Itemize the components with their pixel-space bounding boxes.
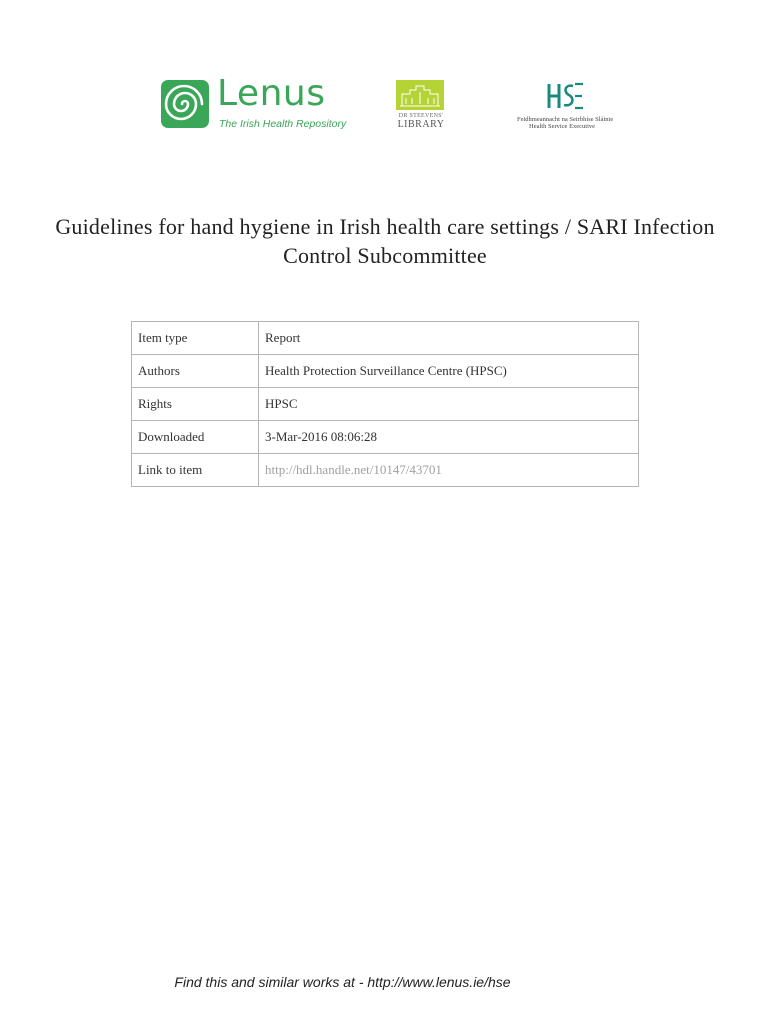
hse-monogram-icon	[545, 80, 585, 112]
metadata-value: 3-Mar-2016 08:06:28	[259, 421, 639, 454]
footer-text: Find this and similar works at - http://www.lenus.ie/hse	[174, 974, 511, 990]
table-row	[132, 322, 639, 355]
library-name-big: LIBRARY	[397, 119, 445, 130]
metadata-value: HPSC	[259, 388, 639, 421]
metadata-key: Rights	[132, 388, 259, 421]
metadata-key: Downloaded	[132, 421, 259, 454]
table-row	[132, 355, 639, 388]
item-link[interactable]: http://hdl.handle.net/10147/43701	[265, 462, 442, 477]
lenus-wordmark: Lenus	[217, 73, 326, 114]
metadata-key: Item type	[132, 322, 259, 355]
metadata-value	[259, 454, 639, 487]
lenus-spiral-icon	[161, 80, 209, 128]
table-row	[132, 388, 639, 421]
document-title: Guidelines for hand hygiene in Irish health care settings / SARI Infection Control Subcommittee	[55, 214, 715, 268]
hse-english-name: Health Service Executive	[529, 123, 596, 130]
metadata-value: Report	[259, 322, 639, 355]
logo-bar	[0, 73, 770, 136]
hse-irish-name: Feidhmeannacht na Seirbhíse Sláinte	[517, 116, 614, 123]
lenus-logo[interactable]	[161, 73, 347, 130]
metadata-key: Authors	[132, 355, 259, 388]
hse-logo[interactable]	[517, 80, 617, 136]
lenus-tagline: The Irish Health Repository	[219, 118, 347, 130]
table-row	[132, 421, 639, 454]
library-building-icon	[396, 80, 444, 110]
library-name-small: DR STEEVENS'	[398, 113, 444, 119]
metadata-table	[131, 321, 639, 487]
metadata-value: Health Protection Surveillance Centre (HPSC)	[259, 355, 639, 388]
metadata-key: Link to item	[132, 454, 259, 487]
table-row	[132, 454, 639, 487]
dr-steevens-library-logo[interactable]	[396, 80, 448, 130]
